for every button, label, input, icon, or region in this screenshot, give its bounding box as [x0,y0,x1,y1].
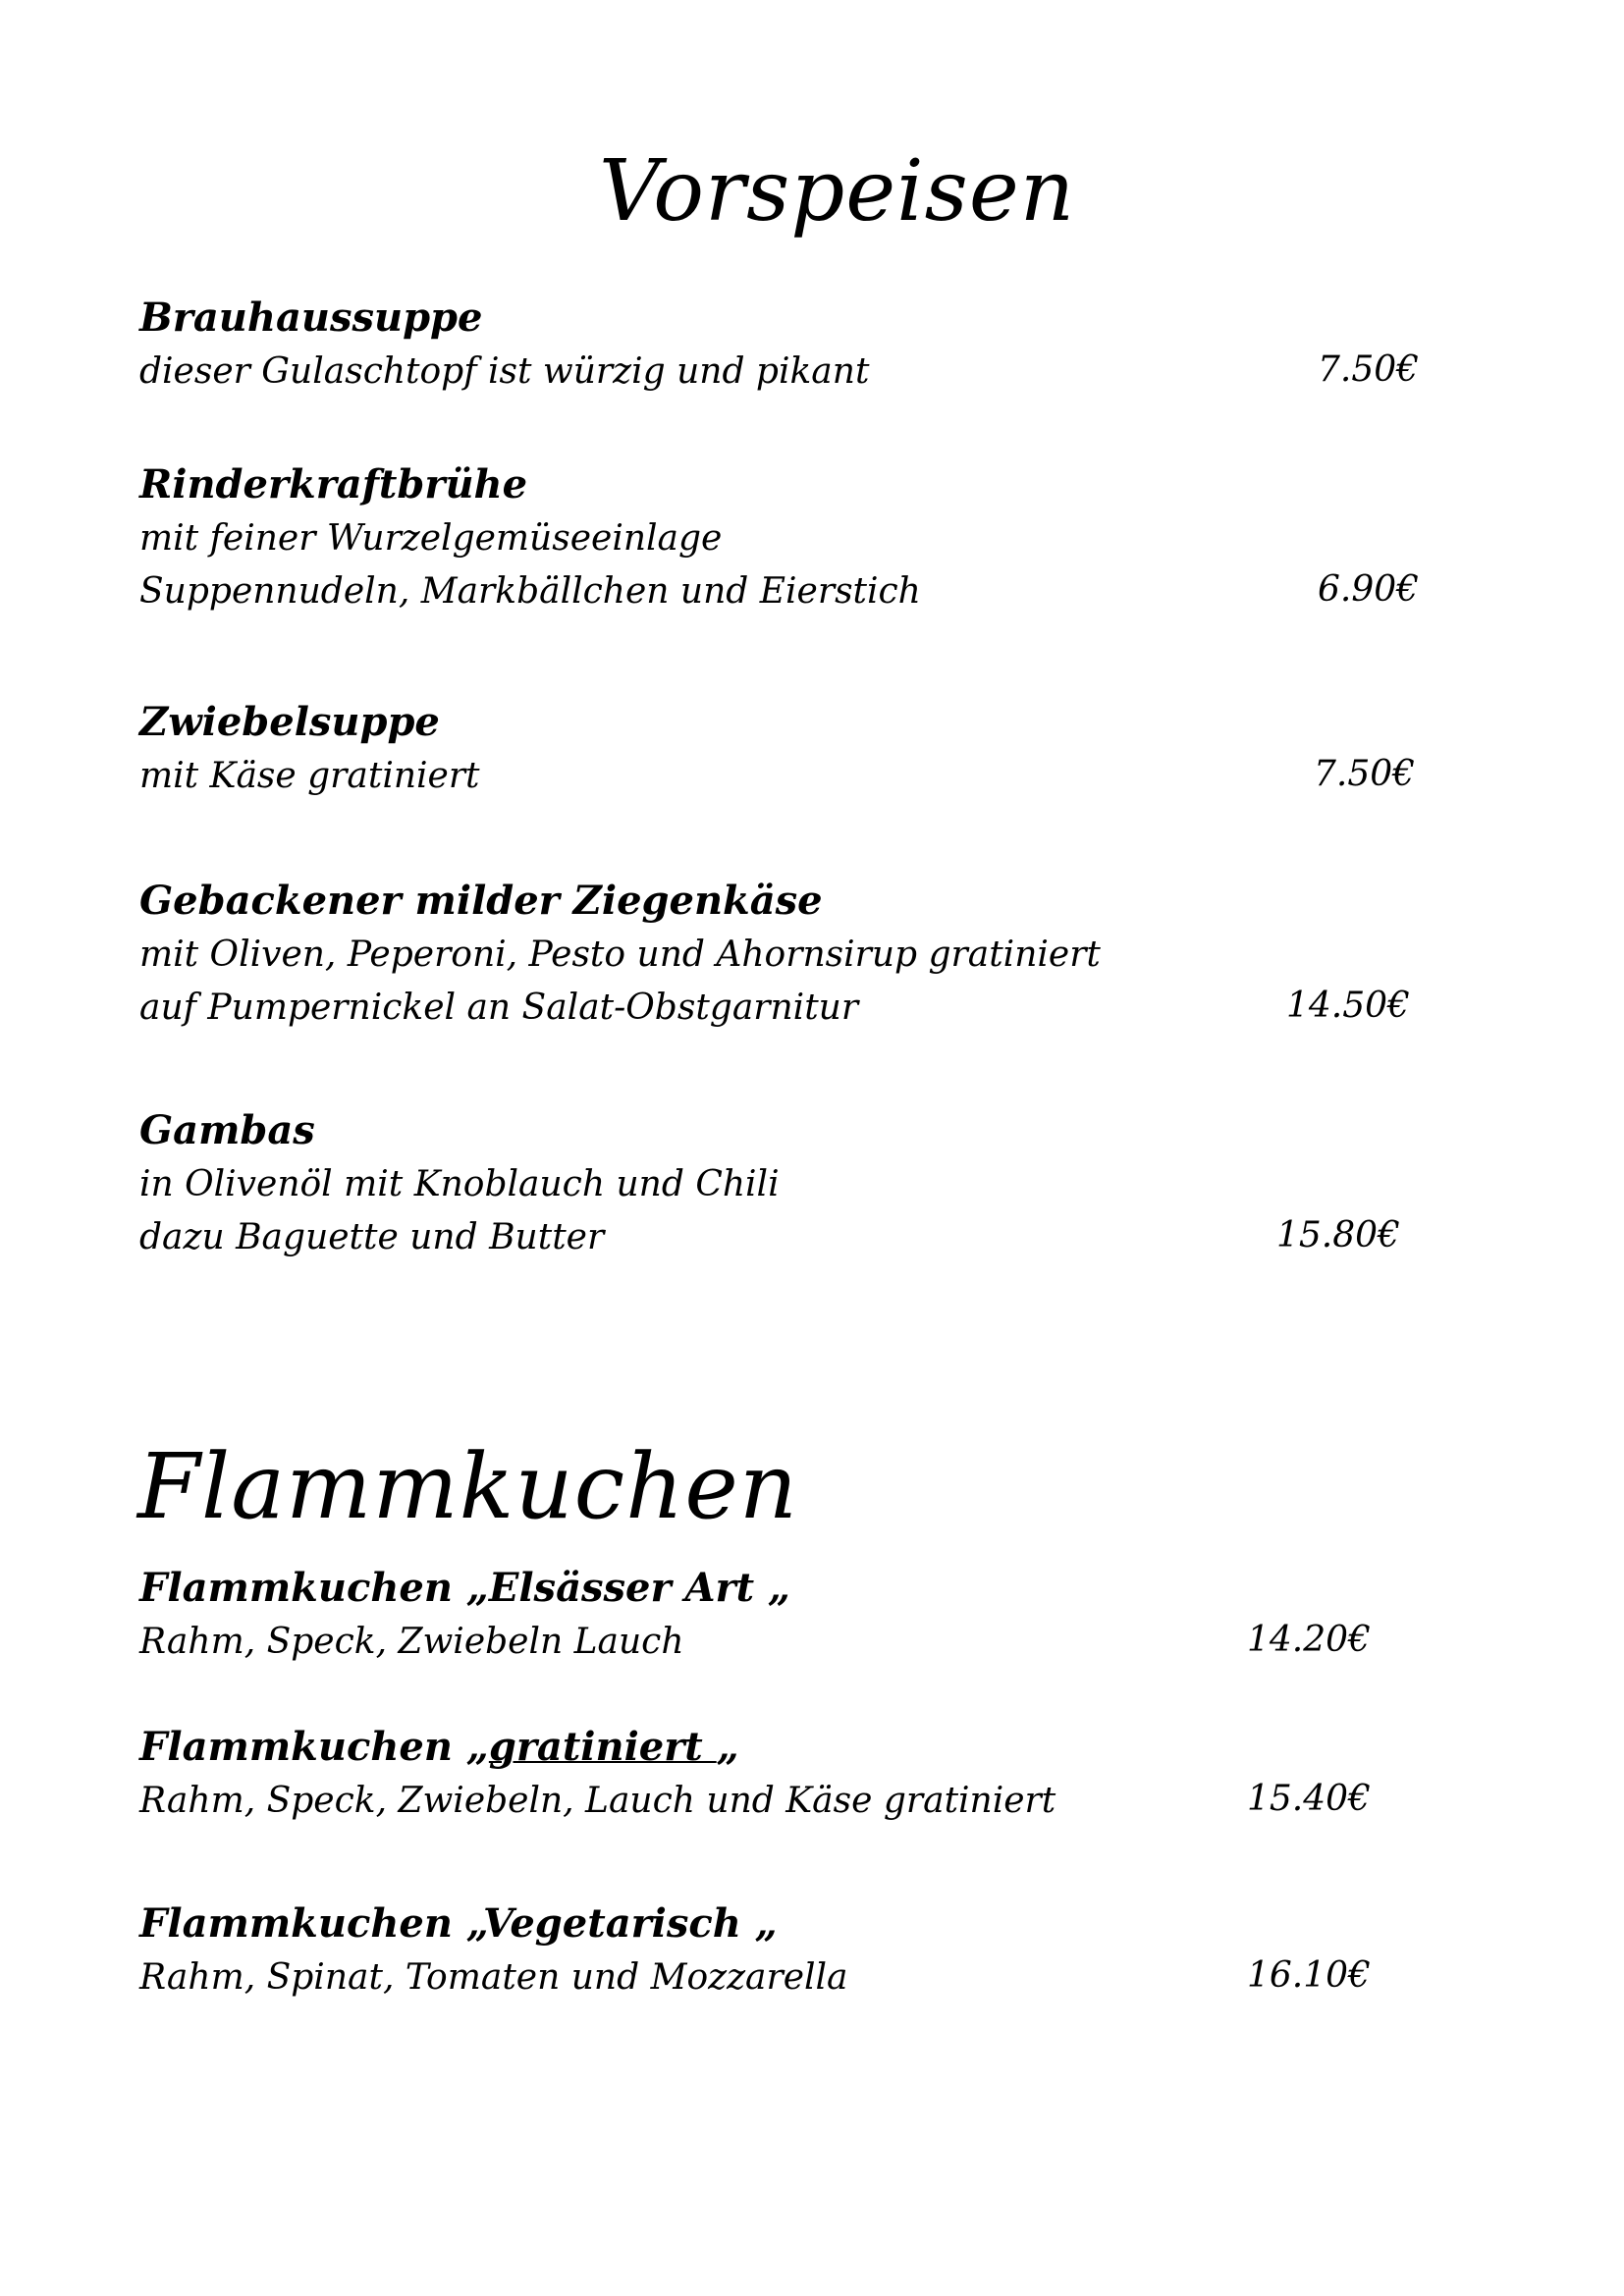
menu-item-description: in Olivenöl mit Knoblauch und Chili [139,1164,780,1204]
menu-item-price: 15.80€ [1276,1215,1400,1255]
menu-item-brauhaussuppe [139,291,869,399]
menu-item-description: Rahm, Speck, Zwiebeln Lauch [139,1622,684,1662]
section-title-flammkuchen: Flammkuchen [137,1434,799,1539]
menu-item-description: auf Pumpernickel an Salat-Obstgarnitur [139,988,859,1028]
menu-item-name-prefix: Flammkuchen „ [139,1724,489,1770]
menu-item-ziegenkaese [139,874,1101,1035]
menu-item-name-variant: Elsässer Art [488,1565,768,1611]
menu-item-description: mit Oliven, Peperoni, Pesto und Ahornsirup gratiniert [139,934,1101,975]
menu-item-name: Gambas [139,1107,315,1153]
menu-item-name [139,1896,848,1951]
menu-item-price: 15.40€ [1247,1779,1371,1819]
menu-item-description: dieser Gulaschtopf ist würzig und pikant [139,351,870,392]
menu-item-gambas [139,1103,780,1264]
menu-item-zwiebelsuppe [139,695,480,803]
menu-item-name-suffix: „ [754,1900,778,1947]
menu-item-flammkuchen-vegetarisch [139,1896,848,2004]
menu-item-name: Zwiebelsuppe [139,699,440,745]
menu-item-rinderkraftbruehe [139,457,921,618]
menu-item-description: mit Käse gratiniert [139,756,480,796]
menu-item-flammkuchen-elsaesser [139,1561,790,1669]
menu-item-name-suffix: „ [716,1724,739,1770]
menu-item-price: 7.50€ [1314,754,1416,794]
menu-item-price: 7.50€ [1318,349,1420,390]
menu-item-name-variant: gratiniert [488,1724,717,1770]
menu-item-description: dazu Baguette und Butter [139,1217,605,1257]
menu-item-name-prefix: Flammkuchen „ [139,1565,489,1611]
menu-item-description: Suppennudeln, Markbällchen und Eierstich [139,571,921,612]
menu-item-description: Rahm, Spinat, Tomaten und Mozzarella [139,1957,848,1998]
menu-item-name [139,1720,1056,1775]
menu-item-name: Brauhaussuppe [139,294,483,341]
menu-item-price: 6.90€ [1318,569,1420,610]
menu-item-price: 14.20€ [1247,1620,1371,1660]
menu-item-name-variant: Vegetarisch [482,1900,755,1947]
menu-item-flammkuchen-gratiniert [139,1720,1056,1828]
menu-item-name [139,1561,790,1616]
menu-item-name-prefix: Flammkuchen „ [139,1900,483,1947]
menu-item-name: Rinderkraftbrühe [139,461,528,507]
menu-item-price: 16.10€ [1247,1955,1371,1996]
menu-item-description: Rahm, Speck, Zwiebeln, Lauch und Käse gratiniert [139,1781,1056,1821]
menu-item-price: 14.50€ [1286,986,1410,1026]
menu-item-description: mit feiner Wurzelgemüseeinlage [139,518,723,559]
section-title-vorspeisen: Vorspeisen [599,142,1076,240]
menu-item-name: Gebackener milder Ziegenkäse [139,878,823,924]
menu-item-name-suffix: „ [767,1565,790,1611]
